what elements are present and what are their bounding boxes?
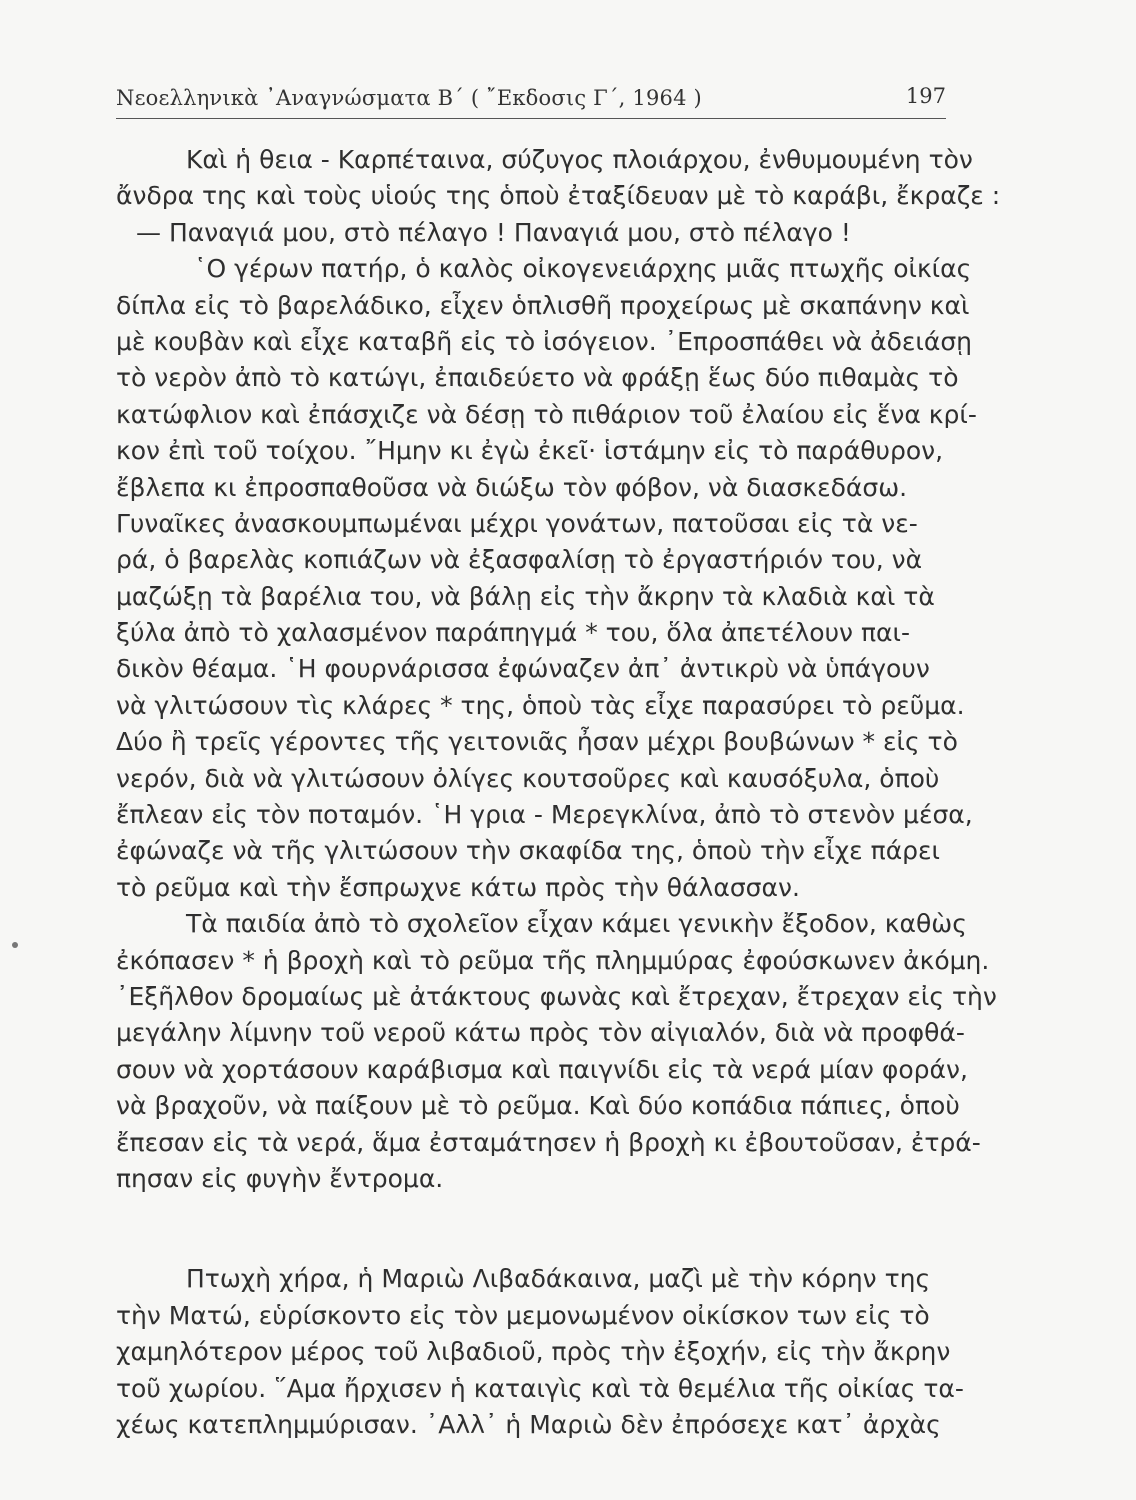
- text-line: νὰ γλιτώσουν τὶς κλάρες * της, ὁποὺ τὰς εἶχε παρασύρει τὸ ρεῦμα.: [116, 690, 965, 720]
- text-line: ἐφώναζε νὰ τῆς γλιτώσουν τὴν σκαφίδα της, ὁποὺ τὴν εἶχε πάρει: [116, 836, 941, 866]
- text-line: Καὶ ἡ θεια - Καρπέταινα, σύζυγος πλοιάρχου, ἐνθυμουμένη τὸν: [186, 145, 973, 174]
- text-line: νὰ βραχοῦν, νὰ παίξουν μὲ τὸ ρεῦμα. Καὶ δύο κοπάδια πάπιες, ὁποὺ: [116, 1091, 960, 1121]
- text-line: ἔπλεαν εἰς τὸν ποταμόν. ῾Η γρια - Μερεγκλίνα, ἀπὸ τὸ στενὸν μέσα,: [116, 800, 973, 830]
- text-line: ξύλα ἀπὸ τὸ χαλασμένον παράπηγμά * του, ὅλα ἀπετέλουν παι-: [116, 618, 910, 648]
- text-line: σουν νὰ χορτάσουν καράβισμα καὶ παιγνίδι εἰς τὰ νερά μίαν φοράν,: [116, 1054, 968, 1084]
- text-line: μαζώξῃ τὰ βαρέλια του, νὰ βάλῃ εἰς τὴν ἄκρην τὰ κλαδιὰ καὶ τὰ: [116, 581, 935, 611]
- text-line: κατώφλιον καὶ ἐπάσχιζε νὰ δέσῃ τὸ πιθάριον τοῦ ἐλαίου εἰς ἕνα κρί-: [116, 399, 977, 429]
- text-line: μεγάλην λίμνην τοῦ νεροῦ κάτω πρὸς τὸν αἰγιαλόν, διὰ νὰ προφθά-: [116, 1018, 965, 1048]
- text-line: ᾿Εξῆλθον δρομαίως μὲ ἀτάκτους φωνὰς καὶ ἔτρεχαν, ἔτρεχαν εἰς τὴν: [116, 981, 997, 1011]
- running-header: [116, 78, 946, 119]
- text-line: κον ἐπὶ τοῦ τοίχου. ῎Ημην κι ἐγὼ ἐκεῖ· ἱστάμην εἰς τὸ παράθυρον,: [116, 436, 944, 466]
- text-line: πησαν εἰς φυγὴν ἔντρομα.: [116, 1163, 444, 1193]
- text-line: τοῦ χωρίου. ῞Αμα ἤρχισεν ἡ καταιγὶς καὶ τὰ θεμέλια τῆς οἰκίας τα-: [116, 1373, 964, 1403]
- text-line: χαμηλότερον μέρος τοῦ λιβαδιοῦ, πρὸς τὴν ἐξοχήν, εἰς τὴν ἄκρην: [116, 1337, 951, 1367]
- text-line: Γυναῖκες ἀνασκουμπωμέναι μέχρι γονάτων, πατοῦσαι εἰς τὰ νε-: [116, 508, 918, 538]
- text-line: ἔπεσαν εἰς τὰ νερά, ἅμα ἐσταμάτησεν ἡ βροχὴ κι ἐβουτοῦσαν, ἐτρά-: [116, 1127, 981, 1157]
- text-line: ἐκόπασεν * ἡ βροχὴ καὶ τὸ ρεῦμα τῆς πλημμύρας ἐφούσκωνεν ἀκόμη.: [116, 945, 990, 975]
- text-line: τὸ ρεῦμα καὶ τὴν ἔσπρωχνε κάτω πρὸς τὴν θάλασσαν.: [116, 872, 800, 902]
- text-line: τὴν Ματώ, εὑρίσκοντο εἰς τὸν μεμονωμένον οἰκίσκον των εἰς τὸ: [116, 1300, 930, 1330]
- body-text: [116, 142, 1001, 1443]
- text-line: ῾Ο γέρων πατήρ, ὁ καλὸς οἰκογενειάρχης μιᾶς πτωχῆς οἰκίας: [194, 254, 972, 284]
- page-number: 197: [905, 84, 946, 108]
- text-line: μὲ κουβὰν καὶ εἶχε καταβῆ εἰς τὸ ἰσόγειον. ᾿Επροσπάθει νὰ ἀδειάσῃ: [116, 326, 973, 356]
- text-line: νερόν, διὰ νὰ γλιτώσουν ὀλίγες κουτσοῦρες καὶ καυσόξυλα, ὁποὺ: [116, 763, 940, 793]
- section-gap: [116, 1197, 964, 1261]
- header-title: Νεοελληνικὰ ᾿Αναγνώσματα Β΄ ( ῎Εκδοσις Γ΄, 1964 ): [116, 86, 702, 110]
- text-line: Δύο ἢ τρεῖς γέροντες τῆς γειτονιᾶς ἦσαν μέχρι βουβώνων * εἰς τὸ: [116, 727, 958, 757]
- text-line: τὸ νερὸν ἀπὸ τὸ κατώγι, ἐπαιδεύετο νὰ φράξῃ ἕως δύο πιθαμὰς τὸ: [116, 363, 959, 393]
- text-line: Τὰ παιδία ἀπὸ τὸ σχολεῖον εἶχαν κάμει γενικὴν ἔξοδον, καθὼς: [186, 909, 967, 939]
- text-line: ρά, ὁ βαρελὰς κοπιάζων νὰ ἐξασφαλίσῃ τὸ ἐργαστήριόν του, νὰ: [116, 545, 923, 575]
- text-line: — Παναγιά μου, στὸ πέλαγο ! Παναγιά μου, στὸ πέλαγο !: [136, 217, 851, 247]
- text-line: δικὸν θέαμα. ῾Η φουρνάρισσα ἐφώναζεν ἀπ᾿ ἀντικρὺ νὰ ὑπάγουν: [116, 654, 930, 684]
- text-line: δίπλα εἰς τὸ βαρελάδικο, εἶχεν ὁπλισθῆ προχείρως μὲ σκαπάνην καὶ: [116, 290, 970, 320]
- text-line: χέως κατεπλημμύρισαν. ᾿Αλλ᾿ ἡ Μαριὼ δὲν ἐπρόσεχε κατ᾿ ἀρχὰς: [116, 1409, 941, 1439]
- text-line: ἔβλεπα κι ἐπροσπαθοῦσα νὰ διώξω τὸν φόβον, νὰ διασκεδάσω.: [116, 472, 908, 502]
- text-line: Πτωχὴ χήρα, ἡ Μαριὼ Λιβαδάκαινα, μαζὶ μὲ τὴν κόρην της: [186, 1264, 931, 1294]
- text-line: ἄνδρα της καὶ τοὺς υἱούς της ὁποὺ ἐταξίδευαν μὲ τὸ καράβι, ἔκραζε :: [116, 181, 1001, 211]
- scan-speck: [12, 942, 18, 948]
